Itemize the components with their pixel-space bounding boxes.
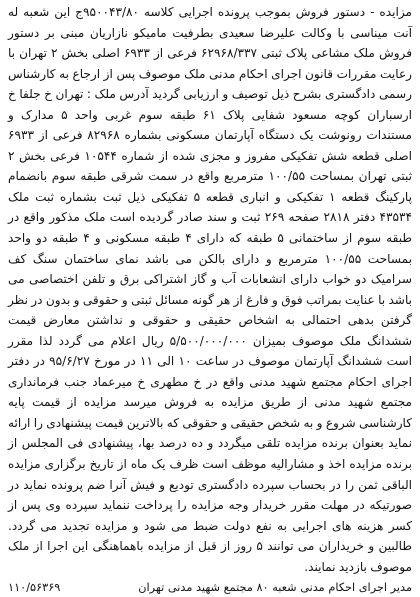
auction-notice	[6, 0, 414, 595]
issuer-signature: مدیر اجرای احکام مدنی شعبه ۸۰ مجتمع شهید مدنی تهران	[138, 581, 412, 595]
reference-number: ۱۱۰/۵۶۳۶۹	[8, 581, 61, 595]
notice-footer	[8, 579, 412, 597]
notice-body: مزایده - دستور فروش بموجب پرونده اجرایی کلاسه ۹۵۰۰۴۳/۸۰ج این شعبه له آنت میناسی با وکالت علیرضا سعیدی بطرفیت مامیکو نازاریان مبنی بر دستور فروش ملک مشاعی پلاک ثبتی ۶۲۹۶۸/۳۳۷ فرعی از ۶۹۳۳ اصلی بخش ۲ تهران با رعایت مقررات قانون اجرای احکام مدنی ملک موصوف پس از ارجاع به کارشناس رسمی دادگستری بشرح ذیل توصیف و ارزیابی گردید آدرس ملک : تهران خ جلفا خ ارسباران کوچه مسعود شفایی پلاک ۶۱ طبقه سوم غربی واحد ۵ مدارک و مستندات رونوشت یک دستگاه آپارتمان مسکونی بشماره ۸۲۹۶۸ فرعی از ۶۹۳۳ اصلی قطعه شش تفکیکی مفروز و مجزی شده از شماره ۱۰۵۴۴ فرعی بخش ۲ ثبتی تهران بمساحت ۱۰۰/۵۵ مترمربع واقع در سمت شرقی طبقه سوم بانضمام پارکینگ قطعه ۱ تفکیکی و انباری قطعه ۵ تفکیکی ذیل ثبت بشماره ثبت ملک ۴۳۵۳۴ دفتر ۲۸۱۸ صفحه ۲۶۹ ثبت و سند صادر گردیده است ملک مذکور واقع در طبقه سوم از ساختمانی ۵ طبقه که دارای ۴ طبقه مسکونی و ۴ طبقه دو واحد بمساحت ۱۰۰/۵۵ مترمربع و دارای بالکن می باشد نمای ساختمان سنگ کف سرامیک دو خواب دارای انشعابات آب و گاز اشتراکی برق و تلفن اختصاصی می باشد با عنایت بمراتب فوق و فارغ از هر گونه مسائل ثبتی و حقوقی و بدون در نظر گرفتن بدهی احتمالی به اشخاص حقیقی و حقوقی و نداشتن معارض قیمت ششدانگ ملک موصوف بمیزان ۵/۵۰۰/۰۰۰/۰۰۰ ریال اعلام می گردد لذا مقرر است ششدانگ آپارتمان موصوف در ساعت ۱۰ الی ۱۱ در مورخ ۹۵/۶/۲۷ در دفتر اجرای احکام مجتمع شهید مدنی واقع در خ مطهری خ میرعماد جنب فرمانداری مجتمع شهید مدنی از طریق مزایده به فروش میرسد مزایده از قیمت پایه کارشناسی شروع و به شخص حقیقی و حقوقی که بالاترین قیمت پیشنهادی را ارائه نماید بعنوان برنده مزایده تلقی میگردد و ده درصد بها، پیشنهادی فی المجلس از برنده مزایده اخذ و مشارالیه موظف است ظرف یک ماه از تاریخ برگزاری مزایده الباقی ثمن را در بحساب سپرده دادگستری تودیع و فیش آنرا ضم پرونده نماید در صورتیکه در مهلت مقرر خریدار وجه مزایده را پرداخت ننماید سپرده وی پس از کسر هزینه های اجرایی به نفع دولت ضبط می شود و مزایده تجدید می گردد. طالبین و خریداران می توانند ۵ روز از قبل از مزایده باهماهنگی این اجرا از ملک موصوف بازدید نمایند.	[7, 5, 413, 574]
